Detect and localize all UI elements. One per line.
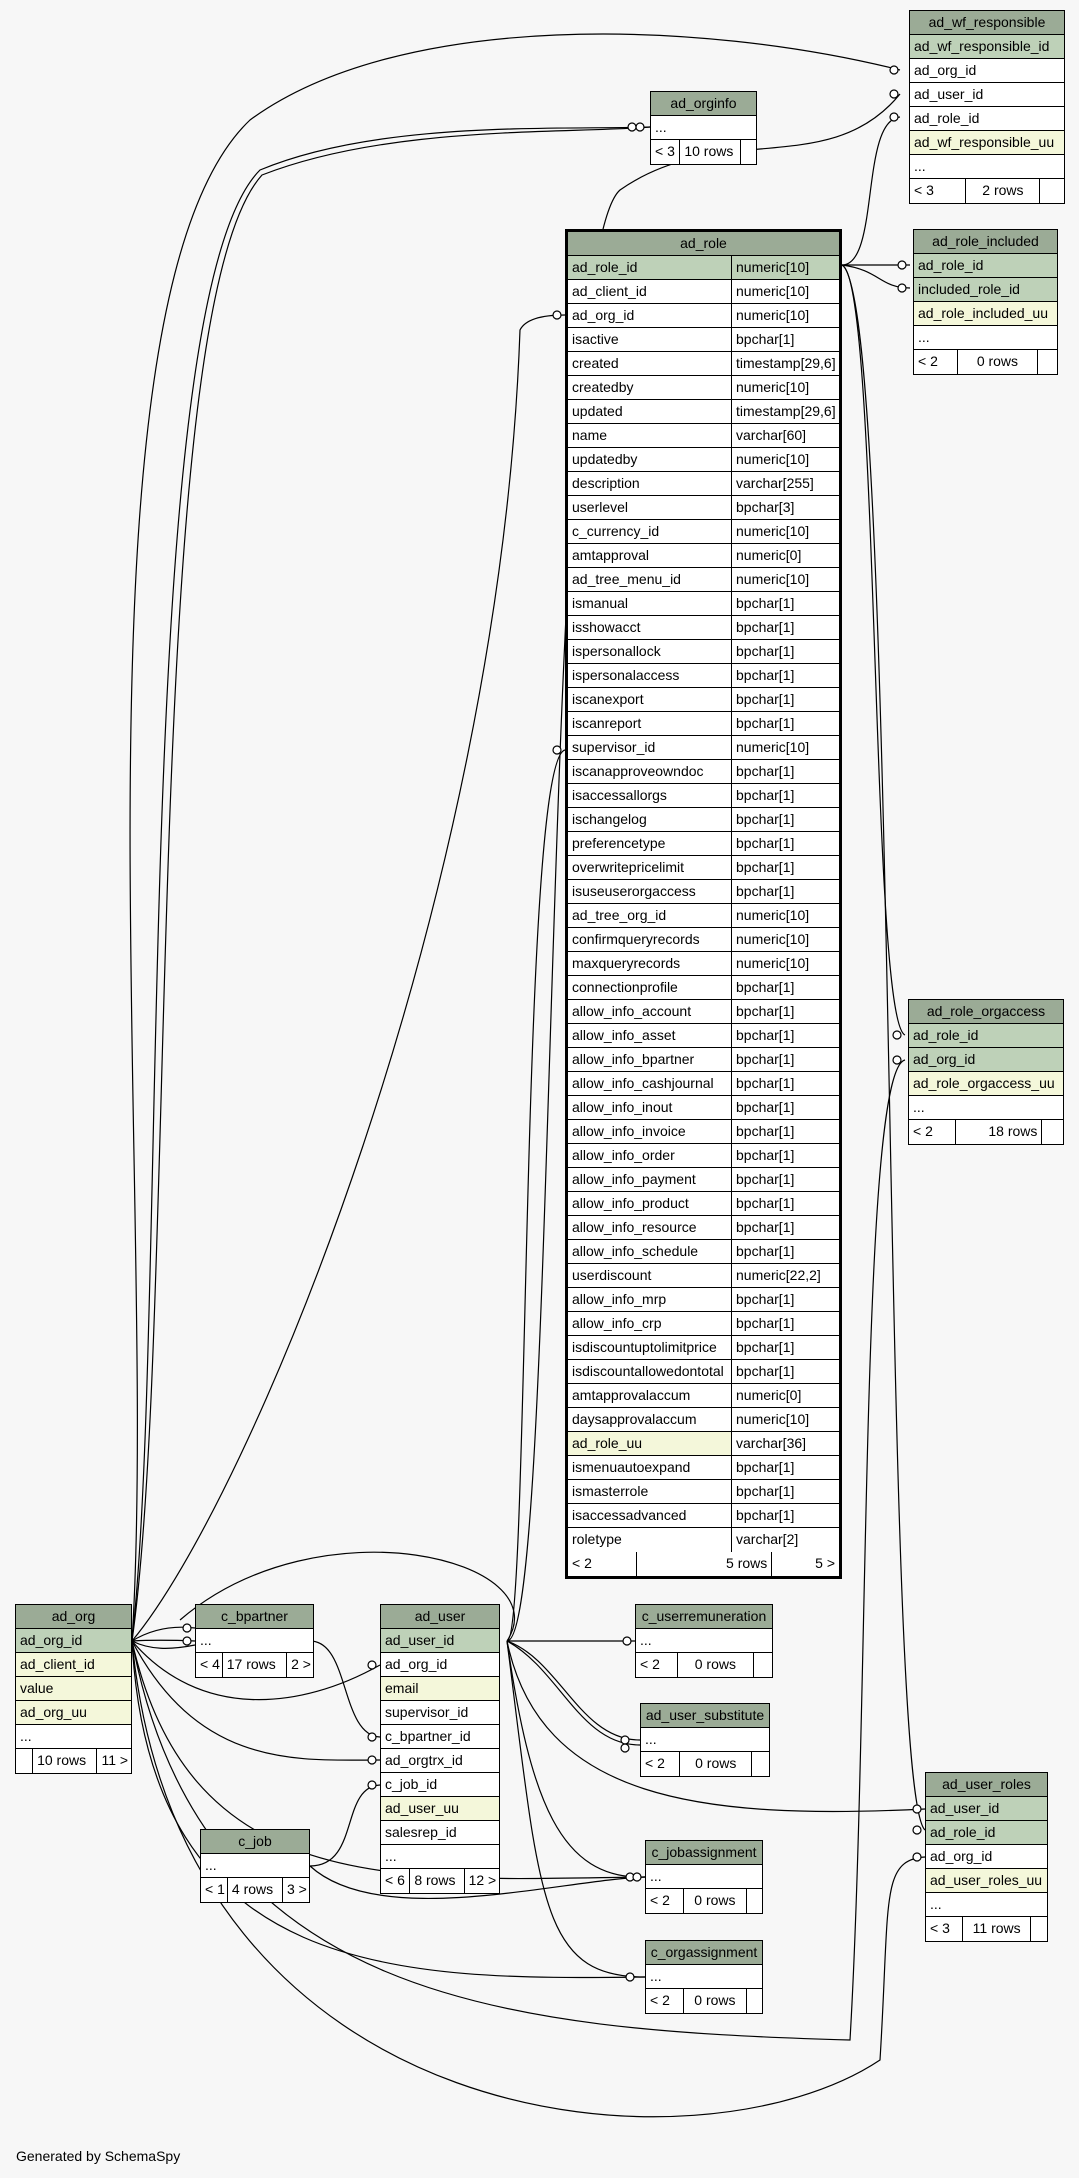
column-name: ... (918, 329, 930, 345)
column-name: connectionprofile (572, 979, 678, 995)
table-row (568, 784, 839, 808)
parents-count (16, 1749, 32, 1773)
column-name: ad_client_id (572, 283, 647, 299)
column-name: iscanreport (572, 715, 642, 731)
table-row (568, 1168, 839, 1192)
table-c_bpartner[interactable] (195, 1604, 314, 1678)
table-ad_orginfo[interactable] (650, 91, 757, 165)
column-name: salesrep_id (385, 1824, 457, 1840)
table-row (568, 1096, 839, 1120)
column-name: supervisor_id (572, 739, 656, 755)
table-row (568, 1480, 839, 1504)
column-name: isaccessallorgs (572, 787, 667, 803)
column-type: bpchar[1] (731, 1048, 839, 1071)
table-ad_role_included[interactable] (913, 229, 1058, 375)
column-name: ad_org_id (913, 1051, 976, 1067)
row-count: 11 rows (962, 1917, 1030, 1941)
column-name: ... (640, 1632, 652, 1648)
column-name: createdby (572, 379, 634, 395)
table-ad_user_substitute[interactable] (640, 1703, 770, 1777)
column-type: bpchar[1] (731, 1096, 839, 1119)
column-name: ad_wf_responsible_id (914, 38, 1050, 54)
column-type: numeric[10] (731, 304, 839, 327)
column-name: ad_tree_org_id (572, 907, 667, 923)
column-name: ... (914, 158, 926, 174)
column-type: varchar[60] (731, 424, 839, 447)
children-count: 3 > (282, 1878, 309, 1902)
children-count (1037, 350, 1057, 374)
parents-count: < 3 (930, 1920, 950, 1936)
table-ad_org[interactable] (15, 1604, 132, 1774)
table-row (568, 616, 839, 640)
column-type: bpchar[1] (731, 784, 839, 807)
column-name: roletype (572, 1531, 622, 1547)
column-name: overwritepricelimit (572, 859, 685, 875)
column-type: bpchar[3] (731, 496, 839, 519)
children-count (746, 1989, 762, 2013)
table-row (568, 1504, 839, 1528)
column-type: bpchar[1] (731, 688, 839, 711)
table-title: ad_user_roles (926, 1773, 1047, 1797)
column-name: isdiscountuptolimitprice (572, 1339, 717, 1355)
row-count: 0 rows (683, 1989, 746, 2013)
column-name: ad_org_id (572, 307, 635, 323)
column-name: created (572, 355, 619, 371)
edge-user-bp (310, 1641, 380, 1737)
column-type: bpchar[1] (731, 616, 839, 639)
column-name: isshowacct (572, 619, 641, 635)
column-type: bpchar[1] (731, 1072, 839, 1095)
table-row (568, 712, 839, 736)
column-name: ad_user_roles_uu (930, 1872, 1043, 1888)
table-title: ad_user (381, 1605, 499, 1629)
table-ad_role_orgaccess[interactable] (908, 999, 1064, 1145)
column-type: bpchar[1] (731, 1360, 839, 1383)
table-row (568, 1288, 839, 1312)
column-type: bpchar[1] (731, 1144, 839, 1167)
column-name: confirmqueryrecords (572, 931, 700, 947)
table-row (568, 808, 839, 832)
table-ad_role[interactable] (565, 229, 842, 1579)
table-row (568, 1384, 839, 1408)
parents-count: < 4 (200, 1656, 220, 1672)
column-name: ... (650, 1968, 662, 1984)
column-type: numeric[10] (731, 256, 839, 279)
column-name: iscanexport (572, 691, 644, 707)
table-title: ad_user_substitute (641, 1704, 769, 1728)
parents-count: < 3 (655, 143, 675, 159)
column-name: ad_role_id (918, 257, 984, 273)
column-name: ad_user_id (385, 1632, 455, 1648)
edge-role-supervisor (507, 750, 565, 1641)
column-type: numeric[10] (731, 520, 839, 543)
column-name: ad_role_uu (568, 1432, 731, 1455)
column-name: ... (200, 1632, 212, 1648)
table-row (568, 304, 839, 328)
table-row (568, 976, 839, 1000)
parents-count: < 2 (650, 1992, 670, 2008)
column-type: bpchar[1] (731, 808, 839, 831)
children-count (1041, 1120, 1063, 1144)
column-name: ad_user_id (930, 1800, 1000, 1816)
table-row (568, 376, 839, 400)
column-name: allow_info_payment (572, 1171, 696, 1187)
table-row (568, 328, 839, 352)
table-title: c_orgassignment (646, 1941, 762, 1965)
column-name: allow_info_cashjournal (572, 1075, 714, 1091)
column-name: ad_role_id (914, 110, 980, 126)
column-type: numeric[10] (731, 1408, 839, 1431)
column-type: bpchar[1] (731, 1240, 839, 1263)
table-title: ad_orginfo (651, 92, 756, 116)
column-name: ... (913, 1099, 925, 1115)
column-name: value (20, 1680, 54, 1696)
column-type: bpchar[1] (731, 1456, 839, 1479)
parents-count: < 1 (205, 1881, 225, 1897)
table-row (568, 1456, 839, 1480)
table-row (568, 400, 839, 424)
table-title: c_userremuneration (636, 1605, 772, 1629)
column-name: amtapprovalaccum (572, 1387, 691, 1403)
table-row (568, 1216, 839, 1240)
parents-count: < 6 (385, 1872, 405, 1888)
column-type: numeric[10] (731, 448, 839, 471)
column-type: numeric[10] (731, 568, 839, 591)
edge-orgaccess-role (842, 265, 905, 1035)
table-row (568, 1192, 839, 1216)
table-row (568, 472, 839, 496)
column-type: varchar[255] (731, 472, 839, 495)
table-row (568, 568, 839, 592)
column-type: timestamp[29,6] (731, 352, 839, 375)
edge-jobas-user (507, 1641, 645, 1877)
column-type: bpchar[1] (731, 832, 839, 855)
column-type: numeric[10] (731, 904, 839, 927)
table-row (568, 1120, 839, 1144)
table-row (568, 592, 839, 616)
column-name: isactive (572, 331, 619, 347)
column-type: bpchar[1] (731, 880, 839, 903)
table-title: ad_role_included (914, 230, 1057, 254)
edge-orgas-user (507, 1641, 645, 1977)
column-name: ad_user_id (914, 86, 984, 102)
column-type: numeric[10] (731, 280, 839, 303)
table-row (568, 856, 839, 880)
column-name: ispersonalaccess (572, 667, 680, 683)
column-type: bpchar[1] (731, 1168, 839, 1191)
column-name: allow_info_crp (572, 1315, 662, 1331)
table-row (568, 448, 839, 472)
column-name: iscanapproveowndoc (572, 763, 704, 779)
column-type: varchar[36] (731, 1432, 839, 1455)
column-name: name (572, 427, 608, 443)
column-name: ad_org_id (930, 1848, 993, 1864)
children-count: 12 > (464, 1869, 499, 1893)
column-name: c_bpartner_id (385, 1728, 471, 1744)
column-type: bpchar[1] (731, 1216, 839, 1239)
table-row (568, 1312, 839, 1336)
table-c_job[interactable] (200, 1829, 310, 1903)
column-type: bpchar[1] (731, 1480, 839, 1503)
row-count: 18 rows (955, 1120, 1041, 1144)
column-type: numeric[22,2] (731, 1264, 839, 1287)
column-name: c_currency_id (572, 523, 660, 539)
column-type: bpchar[1] (731, 1024, 839, 1047)
column-name: ad_org_id (385, 1656, 448, 1672)
column-type: numeric[10] (731, 736, 839, 759)
table-c_userremuneration[interactable] (635, 1604, 773, 1678)
column-name: ... (205, 1857, 217, 1873)
row-count: 4 rows (227, 1878, 282, 1902)
column-name: ismasterrole (572, 1483, 649, 1499)
row-count: 0 rows (679, 1752, 751, 1776)
column-type: bpchar[1] (731, 664, 839, 687)
column-type: bpchar[1] (731, 1120, 839, 1143)
column-name: userlevel (572, 499, 629, 515)
table-row (568, 688, 839, 712)
column-name: allow_info_asset (572, 1027, 676, 1043)
column-type: numeric[10] (731, 952, 839, 975)
column-name: ischangelog (572, 811, 647, 827)
column-name: allow_info_invoice (572, 1123, 686, 1139)
column-name: allow_info_schedule (572, 1243, 699, 1259)
table-row (568, 544, 839, 568)
children-count: 5 > (771, 1552, 839, 1576)
column-name: allow_info_resource (572, 1219, 697, 1235)
column-name: ... (930, 1896, 942, 1912)
table-row (568, 1072, 839, 1096)
column-name: allow_info_product (572, 1195, 689, 1211)
column-name: ad_role_included_uu (918, 305, 1048, 321)
table-row (568, 760, 839, 784)
column-type: bpchar[1] (731, 712, 839, 735)
column-name: maxqueryrecords (572, 955, 681, 971)
table-row (568, 352, 839, 376)
column-name: amtapproval (572, 547, 650, 563)
column-type: timestamp[29,6] (731, 400, 839, 423)
column-type: numeric[10] (731, 376, 839, 399)
parents-count: < 2 (572, 1555, 592, 1571)
parents-count: < 2 (645, 1755, 665, 1771)
column-name: ... (650, 1868, 662, 1884)
table-row (568, 904, 839, 928)
table-c_jobassignment[interactable] (645, 1840, 763, 1914)
column-name: ad_org_id (20, 1632, 83, 1648)
column-type: bpchar[1] (731, 976, 839, 999)
edge-user-job (310, 1785, 380, 1866)
column-type: bpchar[1] (731, 1288, 839, 1311)
parents-count: < 2 (640, 1656, 660, 1672)
children-count (753, 1653, 772, 1677)
table-ad_user_roles[interactable] (925, 1772, 1048, 1942)
column-name: ad_role_id (572, 259, 638, 275)
column-name: allow_info_inout (572, 1099, 673, 1115)
table-title: ad_org (16, 1605, 131, 1629)
table-row (568, 736, 839, 760)
table-row (568, 1432, 839, 1456)
column-type: numeric[10] (731, 928, 839, 951)
table-title: c_bpartner (196, 1605, 313, 1629)
parents-count: < 2 (650, 1892, 670, 1908)
column-name: ad_org_uu (20, 1704, 87, 1720)
column-name: ismanual (572, 595, 629, 611)
table-row (568, 952, 839, 976)
column-type: bpchar[1] (731, 760, 839, 783)
row-count: 17 rows (222, 1653, 286, 1677)
column-name: daysapprovalaccum (572, 1411, 697, 1427)
column-name: isaccessadvanced (572, 1507, 687, 1523)
column-type: numeric[0] (731, 1384, 839, 1407)
parents-count: < 2 (918, 353, 938, 369)
column-name: ad_role_id (930, 1824, 996, 1840)
table-ad_user[interactable] (380, 1604, 500, 1894)
table-row (568, 1528, 839, 1552)
table-row (568, 1360, 839, 1384)
column-type: bpchar[1] (731, 1336, 839, 1359)
table-row (568, 1024, 839, 1048)
column-name: ad_role_orgaccess_uu (913, 1075, 1055, 1091)
column-type: bpchar[1] (731, 592, 839, 615)
column-name: ad_wf_responsible_uu (914, 134, 1055, 150)
table-title: c_jobassignment (646, 1841, 762, 1865)
table-row (568, 1000, 839, 1024)
column-type: bpchar[1] (731, 640, 839, 663)
column-type: numeric[0] (731, 544, 839, 567)
column-name: updatedby (572, 451, 638, 467)
row-count: 10 rows (32, 1749, 96, 1773)
row-count: 5 rows (636, 1552, 772, 1576)
table-row (568, 1408, 839, 1432)
column-name: ispersonallock (572, 643, 661, 659)
column-type: bpchar[1] (731, 1504, 839, 1527)
column-name: updated (572, 403, 623, 419)
column-type: varchar[2] (731, 1528, 839, 1552)
table-row (568, 1264, 839, 1288)
children-count: 2 > (286, 1653, 313, 1677)
table-row (568, 520, 839, 544)
column-name: ... (655, 119, 667, 135)
column-name: allow_info_order (572, 1147, 675, 1163)
edge-role-org (132, 315, 565, 1641)
column-name: c_job_id (385, 1776, 438, 1792)
children-count (1030, 1917, 1047, 1941)
column-type: bpchar[1] (731, 1192, 839, 1215)
table-ad_wf_responsible[interactable] (909, 10, 1065, 204)
children-count (746, 1889, 762, 1913)
table-row (568, 928, 839, 952)
table-row (568, 640, 839, 664)
column-name: isuseuserorgaccess (572, 883, 696, 899)
generated-by-label: Generated by SchemaSpy (16, 2148, 181, 2164)
column-name: allow_info_account (572, 1003, 692, 1019)
row-count: 2 rows (965, 179, 1039, 203)
column-name: included_role_id (918, 281, 1020, 297)
table-title: c_job (201, 1830, 309, 1854)
table-row (568, 1144, 839, 1168)
column-type: bpchar[1] (731, 1000, 839, 1023)
column-name: allow_info_bpartner (572, 1051, 695, 1067)
table-row (568, 1240, 839, 1264)
row-count: 10 rows (679, 140, 740, 164)
column-name: allow_info_mrp (572, 1291, 667, 1307)
table-c_orgassignment[interactable] (645, 1940, 763, 2014)
table-row (568, 256, 839, 280)
column-name: description (572, 475, 640, 491)
children-count (1039, 179, 1064, 203)
children-count (751, 1752, 769, 1776)
column-name: isdiscountallowedontotal (572, 1363, 724, 1379)
column-name: userdiscount (572, 1267, 652, 1283)
column-name: preferencetype (572, 835, 666, 851)
column-type: bpchar[1] (731, 856, 839, 879)
table-row (568, 280, 839, 304)
row-count: 0 rows (683, 1889, 746, 1913)
edge-wf-role (842, 117, 900, 265)
column-name: ad_org_id (914, 62, 977, 78)
column-name: email (385, 1680, 419, 1696)
row-count: 8 rows (409, 1869, 463, 1893)
column-name: ad_client_id (20, 1656, 95, 1672)
column-name: ... (20, 1728, 32, 1744)
column-name: ad_orgtrx_id (385, 1752, 463, 1768)
column-name: ... (385, 1848, 397, 1864)
column-type: bpchar[1] (731, 328, 839, 351)
children-count (740, 140, 756, 164)
table-row (568, 1048, 839, 1072)
column-name: ad_role_id (913, 1027, 979, 1043)
column-name: ... (645, 1731, 657, 1747)
column-name: ismenuautoexpand (572, 1459, 691, 1475)
table-row (568, 496, 839, 520)
column-name: supervisor_id (385, 1704, 469, 1720)
table-row (568, 880, 839, 904)
table-row (568, 664, 839, 688)
parents-count: < 3 (914, 182, 934, 198)
table-title: ad_wf_responsible (910, 11, 1064, 35)
table-title: ad_role_orgaccess (909, 1000, 1063, 1024)
children-count: 11 > (96, 1749, 131, 1773)
table-row (568, 424, 839, 448)
table-row (568, 1336, 839, 1360)
column-name: ad_user_uu (385, 1800, 459, 1816)
table-title: ad_role (568, 232, 839, 256)
row-count: 0 rows (957, 350, 1037, 374)
row-count: 0 rows (677, 1653, 753, 1677)
parents-count: < 2 (913, 1123, 933, 1139)
table-row (568, 832, 839, 856)
column-type: bpchar[1] (731, 1312, 839, 1335)
column-name: ad_tree_menu_id (572, 571, 681, 587)
